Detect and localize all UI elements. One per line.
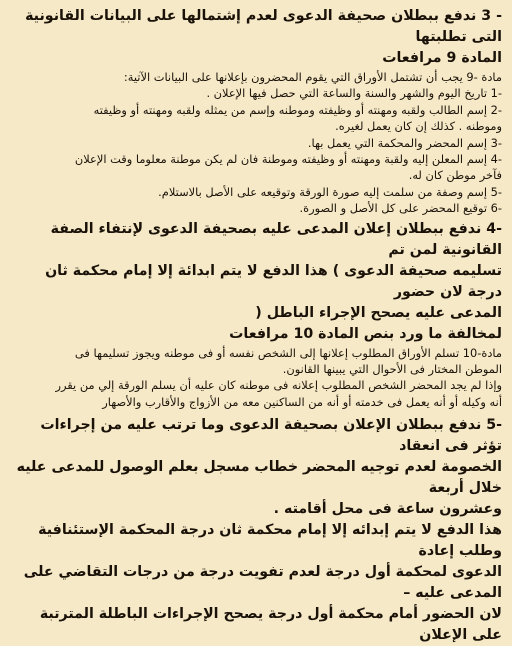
body-line: الموطن المختار فى الأحوال التي يبينها القانون. (282, 362, 502, 377)
heading-line: المدعى عليه يصحح الإجراء الباطل ( (255, 304, 502, 321)
body-line: -1 تاريخ اليوم والشهر والسنة والساعة التي حصل فيها الإعلان . (206, 86, 502, 101)
article-10-text (10, 345, 502, 411)
heading-line: لمخالفة ما ورد بنص المادة 10 مرافعات (229, 325, 502, 342)
heading-line: لان الحضور أمام محكمة أول درجة يصحح الإجراءات الباطلة المترتبة على الإعلان (39, 606, 502, 644)
heading-line: المادة 9 مرافعات (382, 50, 502, 66)
body-line: مادة -9 يجب أن تشتمل الأوراق التي يقوم المحضرون بإعلانها على البيانات الآتية: (123, 70, 502, 84)
heading-line: تسليمه صحيفة الدعوى ) هذا الدفع لا يتم ابدائة إلا إمام محكمة ثان درجة لان حضور (45, 262, 502, 300)
section-3-heading (10, 6, 502, 69)
body-line: -6 توقيع المحضر على كل الأصل و الصورة. (299, 201, 502, 216)
heading-line: -5 ندفع ببطلان الإعلان بصحيفة الدعوى وما ترتب عليه من إجراءات تؤثر فى انعقاد (40, 417, 502, 455)
body-line: وإذا لم يجد المحضر الشخص المطلوب إعلانه فى موطنه كان عليه أن يسلم الورقة إلي من يقرر (55, 378, 502, 393)
body-line: -5 إسم وصفة من سلمت إليه صورة الورقة وتوقيعه على الأصل بالاستلام. (158, 184, 502, 199)
heading-line: هذا الدفع لا يتم إبدائه إلا إمام محكمة ثان درجة المحكمة الإستئنافية وطلب إعادة (38, 522, 502, 560)
article-9-text (10, 69, 502, 217)
body-line: فآخر موطن كان له. (408, 168, 502, 183)
section-5-heading (10, 415, 502, 646)
body-line: -2 إسم الطالب ولقبه ومهنته أو وظيفته وموطنه وإسم من يمثله ولقبه ومهنته أو وظيفته (93, 102, 502, 117)
heading-line: -4 ندفع ببطلان إعلان المدعى عليه بصحيفة الدعوى لإنتفاء الصفة القانونية لمن تم (50, 220, 502, 258)
heading-line: وعشرون ساعة فى محل أقامته . (273, 501, 502, 518)
body-line: -3 إسم المحضر والمحكمة التي يعمل بها. (307, 135, 502, 150)
body-line: أنه وكيله أو أنه يعمل فى خدمته أو أنه من الساكنين معه من الأزواج والأقارب والأصهار (102, 394, 502, 409)
body-line: مادة-10 تسلم الأوراق المطلوب إعلانها إلى الشخص نفسه أو فى موطنه ويجوز تسليمها فى (74, 345, 502, 360)
body-line: وموطنه . كذلك إن كان يعمل لغيره. (335, 119, 502, 134)
heading-line: الخصومة لعدم توجيه المحضر خطاب مسجل بعلم الوصول للمدعى عليه خلال أربعة (16, 459, 502, 497)
heading-line: الدعوى لمحكمة أول درجة لعدم تفويت درجة من درجات التقاضي على المدعى عليه – (23, 564, 502, 602)
section-4-heading (10, 219, 502, 345)
body-line: -4 إسم المعلن إليه ولقبة ومهنته أو وظيفته وموطنة فان لم يكن موطنة معلوما وقت الإعلان (74, 152, 502, 167)
heading-line: - 3 ندفع ببطلان صحيفة الدعوى لعدم إشتمالها على البيانات القانونية التى تطلبتها (25, 8, 502, 45)
